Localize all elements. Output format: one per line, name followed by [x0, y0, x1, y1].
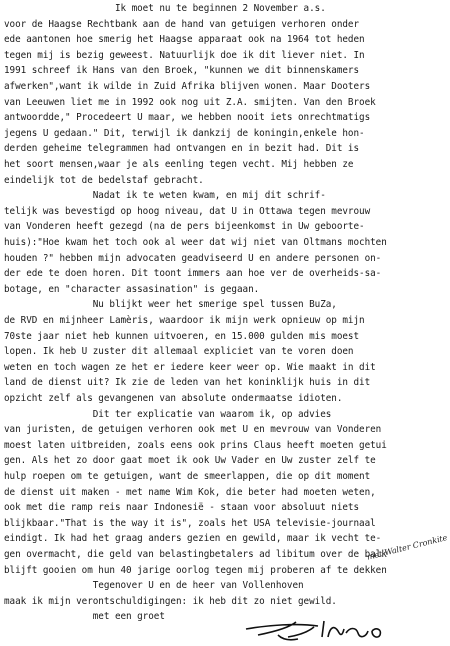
text-line: afwerken",want ik wilde in Zuid Afrika blijven wonen. Maar Dooters [4, 81, 371, 92]
text-line: voor de Haagse Rechtbank aan de hand van getuigen verhoren onder [4, 18, 360, 30]
text-line: telijk was bevestigd op hoog niveau, dat U in Ottawa tegen mevrouw [4, 205, 371, 217]
text-line: antwoordde," Procedeert U maar, we hebben nooit iets onrechtmatigs [4, 112, 371, 124]
text-line: ede aantonen hoe smerig het Haagse apparaat ook na 1964 tot heden [4, 34, 365, 46]
text-line: met een groet [4, 611, 165, 623]
text-line: Nu blijkt weer het smerige spel tussen BuZa, [4, 299, 337, 311]
text-line: houden ?" hebben mijn advocaten geadviseerd U en andere personen on- [4, 252, 382, 264]
signature [238, 617, 388, 643]
text-line: hulp roepen om te getuigen, want de smeerlappen, die op dit moment [4, 471, 371, 482]
text-line: Dit ter explicatie van waarom ik, op advies [4, 408, 332, 420]
text-line: 1991 schreef ik Hans van den Broek, "kunnen we dit binnenskamers [4, 65, 360, 77]
text-line: derden geheime telegrammen had ontvangen en in bezit had. Dit is [4, 143, 360, 155]
text-line: ook met die ramp reis naar Indonesië - staan voor absoluut niets [4, 502, 360, 514]
text-line: van Vonderen heeft gezegd (na de pers bijeenkomst in Uw geboorte- [4, 221, 365, 233]
text-line: de dienst uit maken - met name Wim Kok, die beter had moeten weten, [4, 486, 376, 498]
text-line: Tegenover U en de heer van Vollenhoven [4, 580, 304, 592]
text-line: tegen mij is bezig geweest. Natuurlijk doe ik dit liever niet. In [4, 49, 365, 61]
text-line: van Leeuwen liet me in 1992 ook nog uit Z.A. smijten. Van den Broek [4, 96, 376, 108]
text-line: blijkbaar."That is the way it is", zoals het USA televisie-journaal [4, 517, 376, 529]
text-line: eindigt. Ik had het graag anders gezien en gewild, maar ik vecht te- [4, 533, 382, 545]
text-line: jegens U gedaan." Dit, terwijl ik dankzij de koningin,enkele hon- [4, 127, 365, 139]
text-line: land de dienst uit? Ik zie de leden van het koninklijk huis in dit [4, 377, 371, 389]
text-line: de RVD en mijnheer Lamèris, waardoor ik mijn werk opnieuw op mijn [4, 315, 365, 326]
text-line: gen overmacht, die geld van belastingbetalers ad libitum over de balk [4, 549, 387, 560]
text-line: moest laten uitbreiden, zoals eens ook prins Claus heeft moeten getui [4, 439, 387, 451]
text-line: 70ste jaar niet heb kunnen uitvoeren, en 15.000 gulden mis moest [4, 330, 360, 342]
text-line: opzicht zelf als gevangenen van absolute ondermaatse idioten. [4, 393, 343, 404]
text-line: van juristen, de getuigen verhoren ook met U en mevrouw van Vonderen [4, 424, 382, 436]
text-line: Nadat ik te weten kwam, en mij dit schrif- [4, 190, 326, 202]
text-line: der ede te doen horen. Dit toont immers aan hoe ver de overheids-sa- [4, 268, 382, 280]
text-line: Ik moet nu te beginnen 2 November a.s. [4, 3, 326, 14]
text-line: het soort mensen,waar je als eenling tegen vecht. Mij hebben ze [4, 159, 354, 170]
text-line: eindelijk tot de bedelstaf gebracht. [4, 174, 204, 186]
text-line: botage, en "character assasination" is gegaan. [4, 283, 260, 295]
text-line: lopen. Ik heb U zuster dit allemaal expliciet van te voren doen [4, 346, 354, 358]
handwritten-annotation: met Walter Cronkite [366, 533, 449, 562]
text-line: blijft gooien om hun 40 jarige oorlog tegen mij proberen af te dekken [4, 564, 387, 576]
text-line: weten en toch wagen ze het er iedere keer weer op. Wie maakt in dit [4, 361, 376, 373]
text-line: maak ik mijn verontschuldigingen: ik heb dit zo niet gewild. [4, 595, 337, 607]
text-line: gen. Als het zo door gaat moet ik ook Uw Vader en Uw zuster zelf te [4, 455, 376, 467]
text-line: huis):"Hoe kwam het toch ook al weer dat wij niet van Oltmans mochten [4, 237, 387, 248]
